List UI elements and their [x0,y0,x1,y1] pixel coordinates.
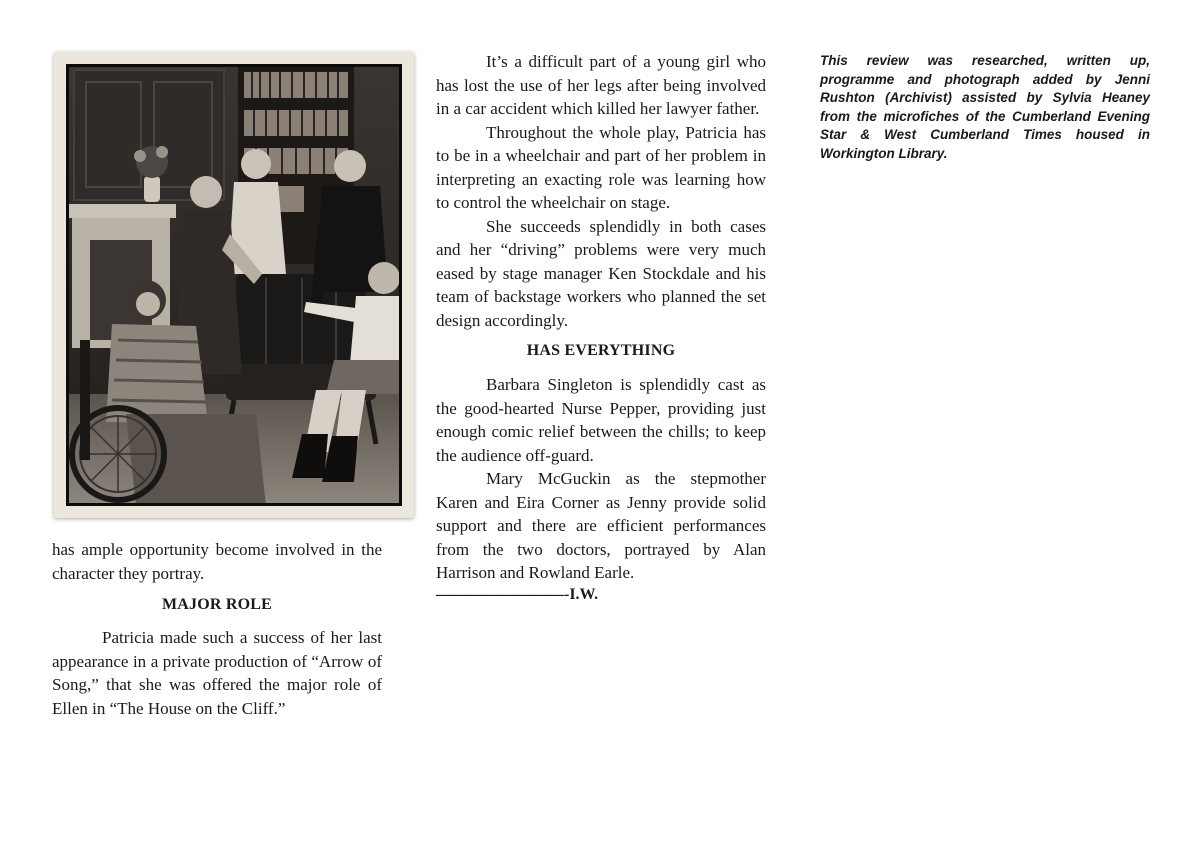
paragraph-wheelchair: Throughout the whole play, Patricia has to be in a wheelchair and part of her problem in interpreting an exacting role was learning how to control the wheelchair on stage. [436,122,766,212]
photo-frame [54,52,414,518]
paragraph-continuation: has ample opportunity become involved in the character they portray. [52,540,382,583]
paragraph-difficult-part: It’s a difficult part of a young girl who has lost the use of her legs after being involved in a car accident which killed her lawyer father. [436,52,766,118]
heading-has-everything: HAS EVERYTHING [526,342,676,359]
author-signoff: ————————-I.W. [436,585,599,603]
column-left [52,538,382,720]
paragraph-succeeds: She succeeds splendidly in both cases and her “driving” problems were very much eased by stage manager Ken Stockdale and his team of backstage workers who planned the set design accordingly. [436,216,766,330]
paragraph-mary: Mary McGuckin as the stepmother Karen and Eira Corner as Jenny provide solid support and there are efficient performances from the two doctors, portrayed by Alan Harrison and Rowland Earle. [436,469,766,582]
paragraph-barbara: Barbara Singleton is splendidly cast as the good-hearted Nurse Pepper, providing just enough comic relief between the chills; to keep the audience off-guard. [436,375,766,465]
archive-credit-note: This review was researched, written up, programme and photograph added by Jenni Rushton (Archivist) assisted by Sylvia Heaney from the microfiches of the Cumberland Evening Star & West Cumberland Times housed in Workington Library. [820,53,1150,161]
column-middle [436,50,766,604]
cast-photograph [66,64,402,506]
paragraph-patricia: Patricia made such a success of her last appearance in a private production of “Arrow of Song,” that she was offered the major role of Ellen in “The House on the Cliff.” [52,628,382,718]
heading-major-role: MAJOR ROLE [162,596,272,613]
